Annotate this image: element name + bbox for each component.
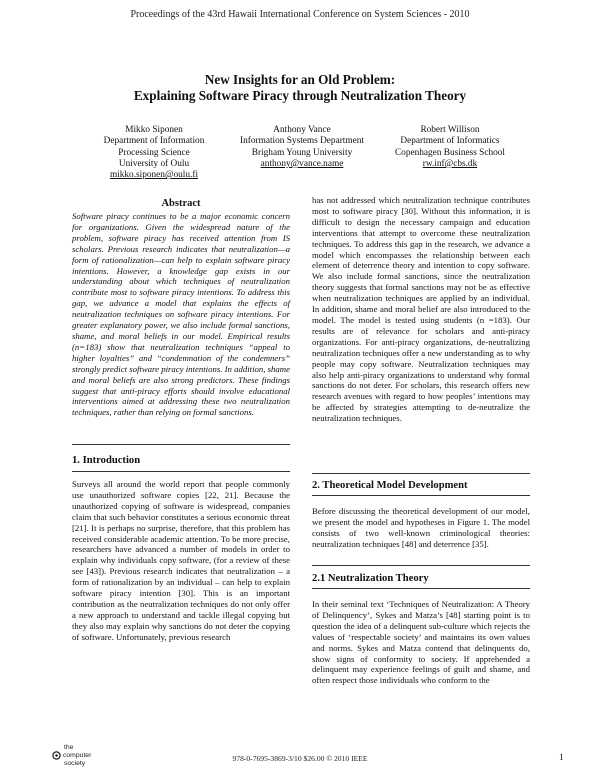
logo-line-3: society: [64, 760, 86, 767]
author-dept: Information Systems Department: [240, 136, 364, 147]
author-name: Robert Willison: [420, 125, 480, 135]
author-org: Brigham Young University: [251, 147, 353, 158]
section-rule: [312, 565, 530, 566]
introduction-text: Surveys all around the world report that people commonly use unauthorized software copies [22, 21]. Because the unauthorized copying of software is widespread, companies claim that such behavior constitutes a serious economic threat [21]. It is perhaps no surprise, therefore, that this problem has received considerable academic attention. To be more precise, researchers have advanced a number of models in order to explain why individuals copy software, (for a review of these see [43]). Previous research indicates that neutralization – a form of rationalization by an individual – can help to explain software piracy intention [30]. This is an important contribution as the neutralization techniques do not only offer a new approach to understand and tackle illegal copying but they also may explain why sanctions do not deter the copying of software. Unfortunately, previous research: [72, 479, 290, 642]
page-number: 1: [559, 752, 564, 762]
section-rule: [312, 495, 530, 496]
title-line-2: Explaining Software Piracy through Neutralization Theory: [133, 88, 467, 103]
section-rule: [72, 444, 290, 445]
abstract-text: Software piracy continues to be a major economic concern for organizations. Given the widespread nature of the problem, software piracy has received attention from IS scholars. Previous research indicates that neutralization—a form of rationalization—can help to explain software piracy intentions. However, a knowledge gap exists in our understanding about which techniques of neutralization contribute most to software piracy intentions. To address this gap, we advance a model that explains the effects of neutralization techniques on software piracy intentions. For greater explanatory power, we also include formal sanctions, shame, and moral beliefs in our model. Empirical results (n=183) show that neutralization techniques “appeal to higher loyalties” and “condemnation of the condemners” strongly predict software piracy intentions. In addition, shame and moral beliefs are also strong predictors. These findings suggest that anti-piracy efforts should involve educational interventions aimed at addressing these two neutralization techniques, rather than relying on formal sanctions.: [72, 211, 291, 418]
author-block-3: [360, 125, 540, 170]
author-org: Copenhagen Business School: [394, 147, 505, 158]
author-name: Anthony Vance: [273, 125, 331, 135]
logo-line-1: the: [64, 744, 74, 751]
title-line-1: New Insights for an Old Problem:: [204, 72, 396, 87]
author-org: University of Oulu: [118, 158, 190, 169]
section-heading-introduction: 1. Introduction: [72, 455, 141, 466]
neutralization-theory-text: In their seminal text ‘Techniques of Neutralization: A Theory of Delinquency’, Sykes and Matza’s [48] starting point is to question the idea of a delinquent sub-culture which rejects the values of ‘respectable society’ and maintains its own values and norms. Sykes and Matza contend that delinquents do, show signs of conformity to society. If apprehended a delinquent may experience feelings of guilt and shame, and often respect those individuals who conform to the: [312, 599, 530, 686]
section-rule: [312, 588, 530, 589]
section-rule: [312, 473, 530, 474]
theoretical-model-text: Before discussing the theoretical development of our model, we present the model and hypotheses in Figure 1. The model consists of two well-known criminological theories: neutralization techniques [48] and deterrence [35].: [312, 506, 530, 549]
author-email[interactable]: rw.inf@cbs.dk: [422, 158, 478, 169]
logo-line-2: computer: [63, 752, 92, 759]
section-rule: [72, 471, 290, 472]
author-email[interactable]: anthony@vance.name: [260, 158, 344, 169]
running-header: Proceedings of the 43rd Hawaii International Conference on System Sciences - 2010: [130, 9, 470, 20]
paper-title: [0, 72, 600, 104]
author-name: Mikko Siponen: [125, 125, 183, 135]
author-dept-2: Processing Science: [118, 147, 190, 158]
author-email[interactable]: mikko.siponen@oulu.fi: [109, 170, 199, 181]
section-heading-theoretical-model: 2. Theoretical Model Development: [312, 480, 468, 491]
author-dept: Department of Information: [103, 136, 205, 147]
abstract-heading: Abstract: [161, 198, 201, 209]
right-column-intro-text: has not addressed which neutralization technique contributes most to software piracy [30]. Without this information, it is difficult to design the necessary campaign and education interventions that attempt to overcome these neutralization techniques. To address this gap in the research, we advance a model which encompasses the relationship between each element of deterrence theory and intention to copy software. We also include formal sanctions, since the neutralization theory suggests that formal sanctions may not be as effective when neutralization techniques are applied by an individual. In addition, shame and moral belief are also introduced to the model. The model is tested using students (n =183). Our results are of relevance for scholars and anti-piracy organizations. For anti-piracy organizations, de-neutralizing neutralization techniques offer a new understanding as to why people may copy software. Neutralization techniques may also help anti-piracy organizations to understand why formal sanctions do not deter. For scholars, this research offers new research avenues with regard to how peoples’ intentions may be affected by strategies attempting to de-neutralize the neutralization techniques.: [312, 195, 530, 424]
copyright-footer: 978-0-7695-3869-3/10 $26.00 © 2010 IEEE: [232, 754, 368, 763]
section-heading-neutralization-theory: 2.1 Neutralization Theory: [312, 573, 429, 584]
author-dept: Department of Informatics: [400, 136, 500, 147]
